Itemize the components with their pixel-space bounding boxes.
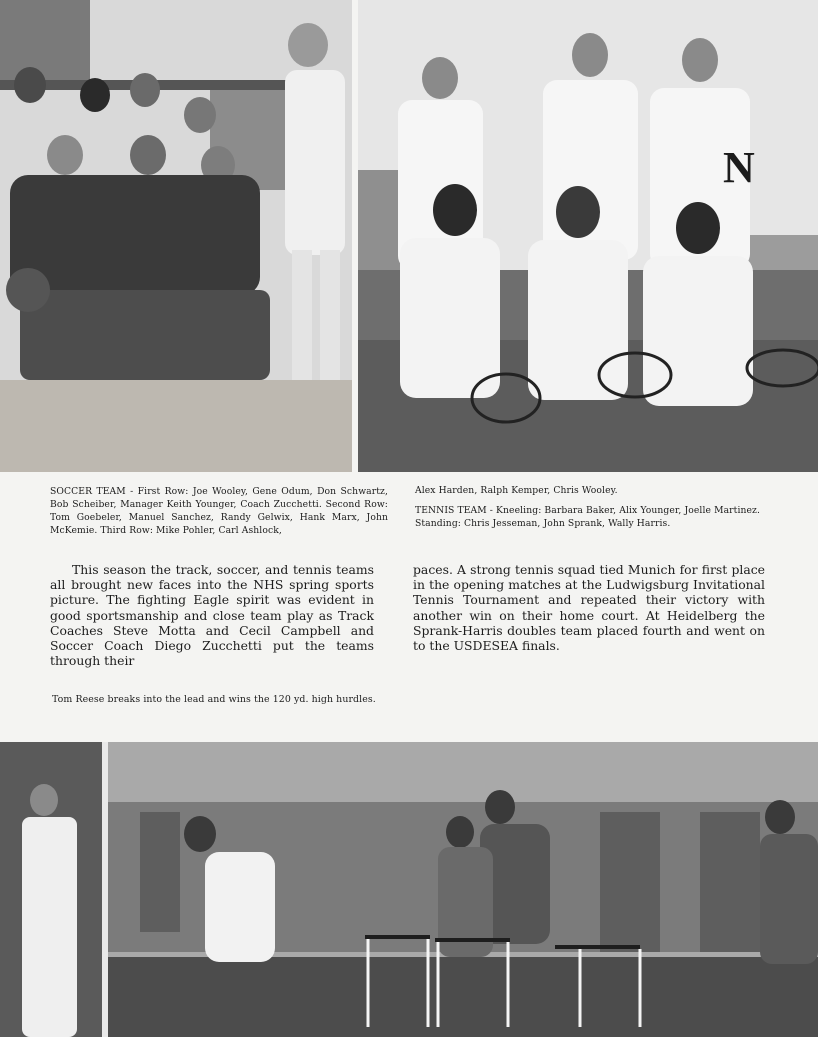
soccer-team-caption-continued: Alex Harden, Ralph Kemper, Chris Wooley. [415, 485, 618, 496]
soccer-team-photo [0, 0, 352, 472]
soccer-team-caption: SOCCER TEAM - First Row: Joe Wooley, Gene Odum, Don Schwartz, Bob Scheiber, Manager Keith Younger, Coach Zucchetti. Second Row: Tom Goebeler, Manuel Sanchez, Randy Gelwix, Hank Marx, John McKemie. Third Row: Mike Pohler, Carl Ashlock, [50, 486, 388, 536]
hurdles-photo-caption: Tom Reese breaks into the lead and wins the 120 yd. high hurdles. [52, 694, 376, 705]
tennis-team-caption: TENNIS TEAM - Kneeling: Barbara Baker, Alix Younger, Joelle Martinez. Standing: Chris Jesseman, John Sprank, Wally Harris. [415, 505, 760, 529]
tennis-team-photo [358, 0, 818, 472]
body-text-column-2: paces. A strong tennis squad tied Munich for first place in the opening matches at the Ludwigsburg Invitational Tennis Tournament and repeated their victory with another win on their home court. At Heidelberg the Sprank-Harris doubles team placed fourth and went on to the USDESEA finals. [413, 562, 765, 654]
sweater-letter: N [723, 143, 755, 192]
body-text-column-1: This season the track, soccer, and tennis teams all brought new faces into the NHS spring sports picture. The fighting Eagle spirit was evident in good sportsmanship and close team play as Track Coaches Steve Motta and Cecil Campbell and Soccer Coach Diego Zucchetti put the teams through their [50, 562, 374, 669]
track-hurdles-photo [0, 742, 818, 1037]
